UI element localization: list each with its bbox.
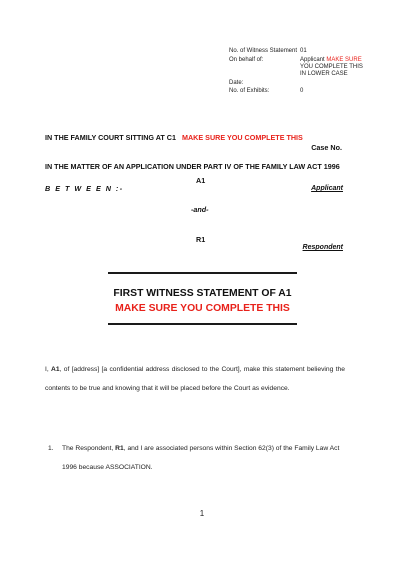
on-behalf-prefix: Applicant xyxy=(300,57,325,63)
respondent-name: R1 xyxy=(196,235,206,244)
item-text-name: R1 xyxy=(115,445,124,452)
item-text xyxy=(62,439,352,477)
case-number-label: Case No. xyxy=(311,143,342,152)
witness-statement-label: No. of Witness Statement xyxy=(229,48,298,54)
statement-title-note: MAKE SURE YOU COMPLETE THIS xyxy=(115,303,290,314)
title-top-rule xyxy=(108,272,297,274)
and-separator: -and- xyxy=(191,205,209,214)
item-text-prefix: The Respondent, xyxy=(62,445,116,452)
court-sitting-line xyxy=(45,133,303,142)
date-label: Date: xyxy=(229,80,244,86)
on-behalf-note-3: IN LOWER CASE xyxy=(300,71,348,77)
court-sitting-text: IN THE FAMILY COURT SITTING AT C1 xyxy=(45,133,176,142)
on-behalf-note-1: MAKE SURE xyxy=(326,57,362,63)
on-behalf-value xyxy=(300,57,362,64)
between-label: B E T W E E N :- xyxy=(45,184,124,193)
matter-heading: IN THE MATTER OF AN APPLICATION UNDER PART IV OF THE FAMILY LAW ACT 1996 xyxy=(45,162,340,171)
applicant-name: A1 xyxy=(196,176,206,185)
on-behalf-note-2: YOU COMPLETE THIS xyxy=(300,64,363,70)
exhibits-value: 0 xyxy=(300,88,304,94)
item-text-rest: , and I are associated persons within Section 62(3) of the Family Law Act 1996 because ASSOCIATION. xyxy=(62,445,340,471)
applicant-role: Applicant xyxy=(311,185,343,192)
intro-rest: , of [address] [a confidential address disclosed to the Court], make this statement believing the contents to be true and knowing that it will be placed before the Court as evidence. xyxy=(45,366,345,392)
statement-title: FIRST WITNESS STATEMENT OF A1 xyxy=(113,288,292,299)
on-behalf-label: On behalf of: xyxy=(229,57,264,63)
intro-paragraph xyxy=(45,360,345,398)
title-bottom-rule xyxy=(108,323,297,325)
court-sitting-note: MAKE SURE YOU COMPLETE THIS xyxy=(181,133,303,142)
exhibits-label: No. of Exhibits: xyxy=(229,88,270,94)
intro-prefix: I, xyxy=(45,366,52,373)
witness-statement-value: 01 xyxy=(300,48,307,54)
page-number: 1 xyxy=(199,509,205,518)
respondent-role: Respondent xyxy=(302,244,343,251)
item-number: 1. xyxy=(48,445,54,452)
intro-name: A1 xyxy=(51,366,60,373)
